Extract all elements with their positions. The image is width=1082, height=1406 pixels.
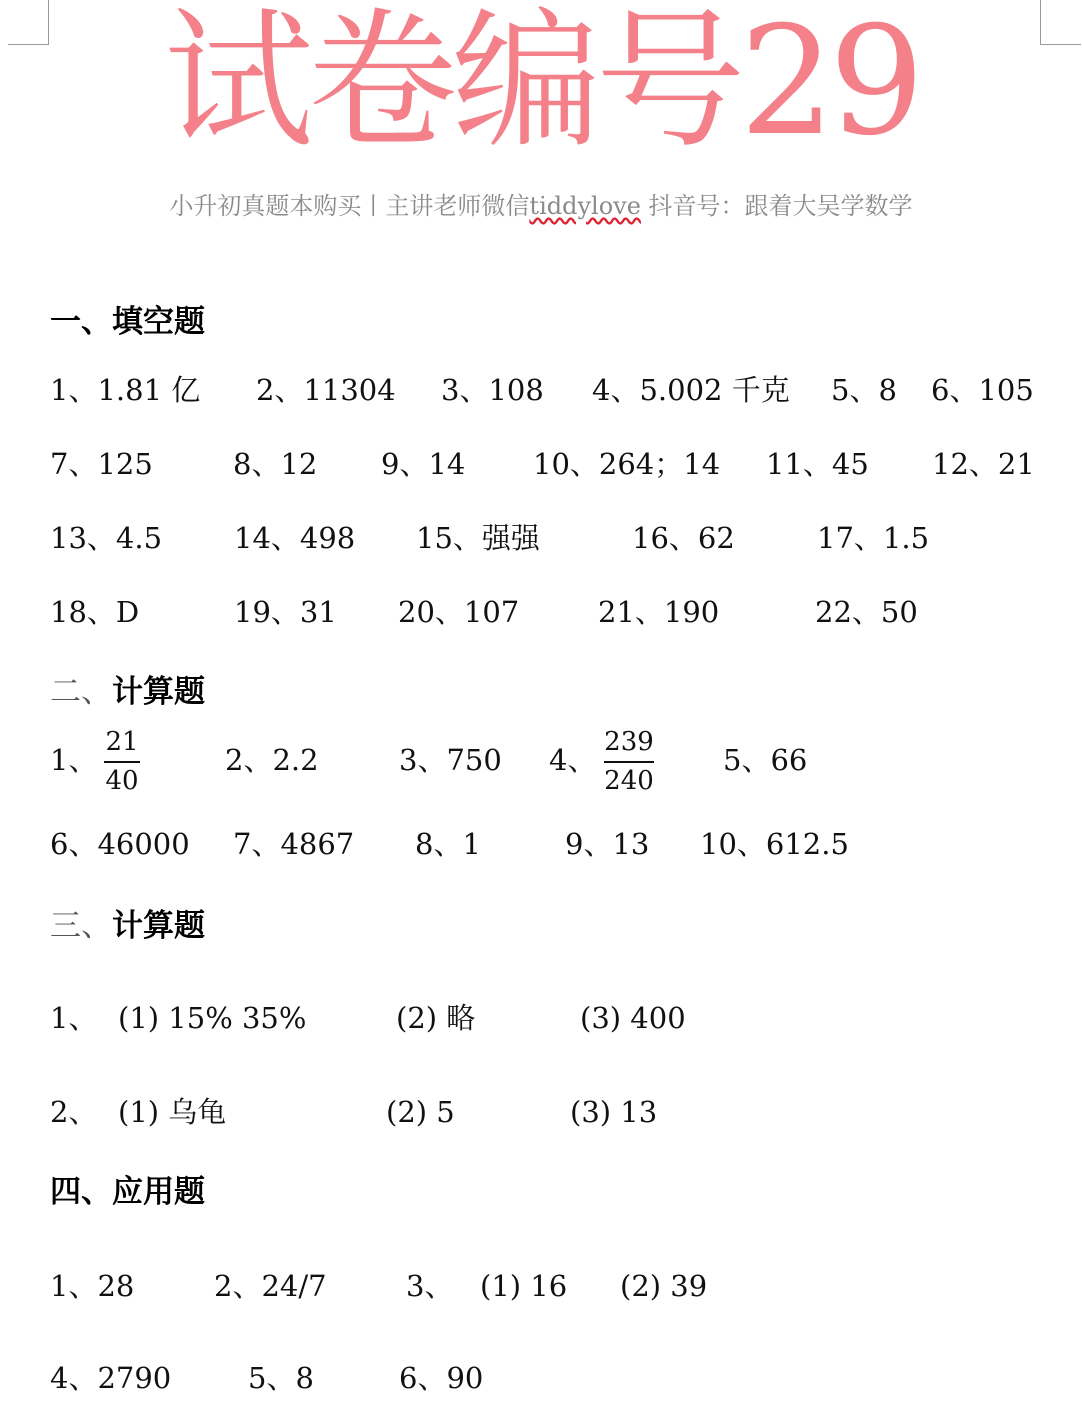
fraction-numerator: 21 [105, 727, 139, 757]
answer-item: 16、62 [632, 521, 735, 555]
answer-item: 17、1.5 [817, 521, 930, 555]
answer-item: 7、4867 [233, 827, 355, 861]
answer-item: 12、21 [932, 447, 1035, 481]
subtitle-wechat-id: tiddylove [529, 192, 641, 220]
answer-item: 10、612.5 [700, 827, 849, 861]
section-heading-calc-2 [50, 900, 205, 945]
answer-item: 20、107 [398, 595, 520, 629]
answer-item: 3、 [406, 1269, 454, 1303]
answer-item: 14、498 [234, 521, 356, 555]
section-title: 计算题 [112, 674, 205, 710]
answer-item: 8、12 [233, 447, 318, 481]
answer-item: (3) 13 [570, 1095, 658, 1129]
paper-title: 试卷编号29 [163, 0, 919, 169]
answer-item: 13、4.5 [50, 521, 163, 555]
answer-item: 2、2.2 [225, 743, 319, 777]
answer-item: 15、强强 [416, 521, 540, 555]
answer-item: 19、31 [234, 595, 337, 629]
answer-item: 1、1.81 亿 [50, 373, 201, 407]
answer-item: 18、D [50, 595, 140, 629]
paper-subtitle [0, 186, 1082, 221]
answer-item: 2、11304 [256, 373, 396, 407]
section-heading-fill: 一、填空题 [50, 304, 205, 340]
fraction-denominator: 40 [105, 766, 139, 796]
answer-item: 4、2790 [50, 1361, 172, 1395]
answer-item: 1、 [50, 743, 98, 777]
answer-item: 21、190 [598, 595, 720, 629]
fraction-numerator: 239 [604, 727, 654, 757]
section-heading-calc [50, 666, 205, 711]
answer-item: (2) 略 [396, 1001, 476, 1035]
answer-item: 9、13 [565, 827, 650, 861]
answer-item: 1、28 [50, 1269, 135, 1303]
subtitle-douyin: 抖音号：跟着大吴学数学 [640, 192, 913, 220]
answer-item: (2) 39 [620, 1269, 708, 1303]
answer-item: (1) 乌龟 [118, 1095, 227, 1129]
answer-item: 3、108 [441, 373, 544, 407]
answer-item: 6、46000 [50, 827, 190, 861]
answer-item: 4、 [549, 743, 597, 777]
section-heading-apply: 四、应用题 [50, 1174, 205, 1210]
answer-item: 9、14 [381, 447, 466, 481]
answer-item: 11、45 [766, 447, 869, 481]
answer-item: 5、66 [723, 743, 808, 777]
answer-item: 6、90 [399, 1361, 484, 1395]
fraction-denominator: 240 [604, 766, 654, 796]
answer-item: (1) 16 [480, 1269, 568, 1303]
answer-item: 2、24/7 [214, 1269, 327, 1303]
section-number: 三、 [50, 908, 112, 944]
answer-item: (3) 400 [580, 1001, 686, 1035]
section-title: 计算题 [112, 908, 205, 944]
answer-item: 8、1 [415, 827, 481, 861]
fraction-bar [104, 761, 140, 763]
answer-item: 6、105 [931, 373, 1034, 407]
answer-item: 5、8 [248, 1361, 314, 1395]
answer-item: (2) 5 [386, 1095, 455, 1129]
answer-item: 3、750 [399, 743, 502, 777]
answer-item: 10、264；14 [533, 447, 721, 481]
answer-item: 1、 [50, 1001, 98, 1035]
section-number: 二、 [50, 674, 112, 710]
answer-item: 5、8 [831, 373, 897, 407]
answer-item: 7、125 [50, 447, 153, 481]
answer-item: 2、 [50, 1095, 98, 1129]
answer-item: 22、50 [815, 595, 918, 629]
answer-item: (1) 15% 35% [118, 1001, 307, 1035]
fraction-bar [604, 761, 654, 763]
answer-item: 4、5.002 千克 [592, 373, 790, 407]
subtitle-text: 小升初真题本购买丨主讲老师微信 [169, 192, 530, 220]
